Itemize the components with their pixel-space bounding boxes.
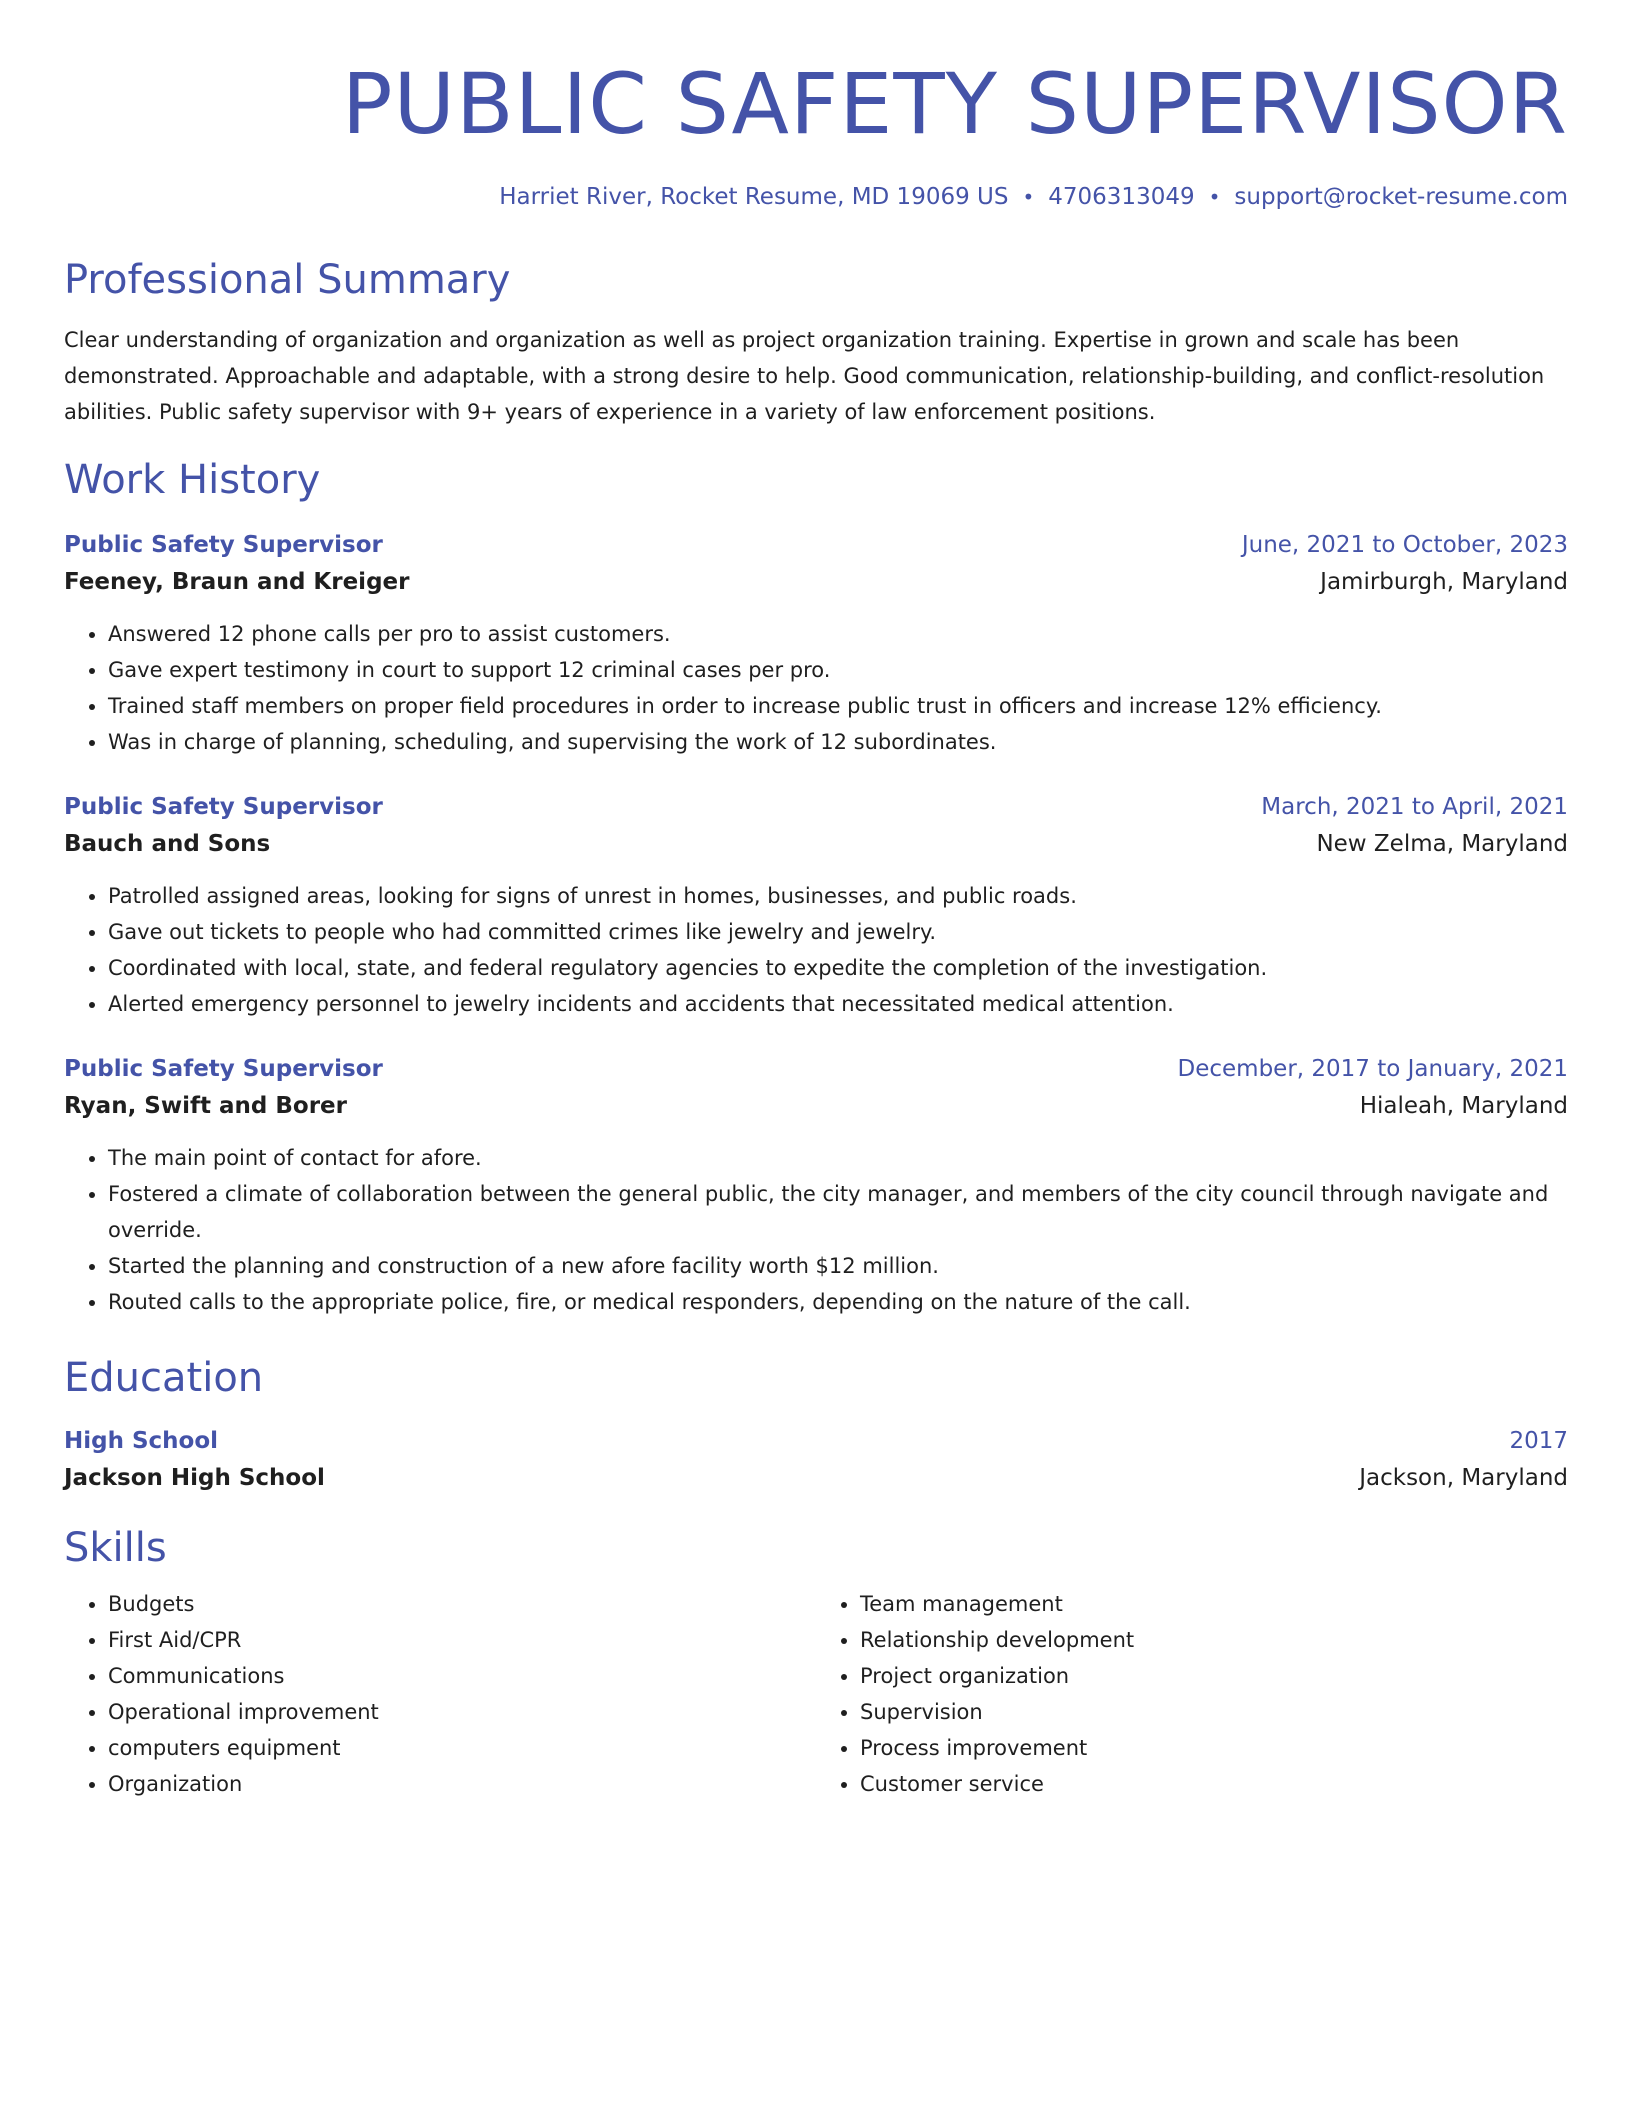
school-name: Jackson High School <box>64 1465 325 1491</box>
education-entry <box>64 1424 1568 1498</box>
skill-item: • Organization <box>108 1766 816 1802</box>
skill-item: • Relationship development <box>860 1622 1568 1658</box>
skills-grid <box>64 1586 1568 1802</box>
skills-column-right <box>816 1586 1568 1802</box>
contact-address: Harriet River, Rocket Resume, MD 19069 US <box>499 184 1009 210</box>
degree: High School <box>64 1428 219 1454</box>
list-item: • Coordinated with local, state, and federal regulatory agencies to expedite the completion of the investigation. <box>108 950 1568 986</box>
job-location: New Zelma, Maryland <box>1316 831 1568 857</box>
list-item: • Was in charge of planning, scheduling, and supervising the work of 12 subordinates. <box>108 724 1568 760</box>
skill-item: • Communications <box>108 1658 816 1694</box>
skill-item: • Team management <box>860 1586 1568 1622</box>
skill-item: • computers equipment <box>108 1730 816 1766</box>
section-title: Professional Summary <box>64 257 511 303</box>
job-entry <box>64 528 1568 760</box>
job-bullets <box>64 878 1568 1022</box>
skill-item: • Supervision <box>860 1694 1568 1730</box>
company-name: Ryan, Swift and Borer <box>64 1093 347 1119</box>
section-title: Education <box>64 1355 264 1401</box>
job-location: Hialeah, Maryland <box>1359 1093 1568 1119</box>
graduation-year: 2017 <box>1509 1428 1568 1454</box>
job-dates: June, 2021 to October, 2023 <box>1241 532 1568 558</box>
contact-email[interactable]: support@rocket-resume.com <box>1234 184 1568 210</box>
skill-item: • Process improvement <box>860 1730 1568 1766</box>
contact-line <box>64 182 1568 212</box>
skills-list <box>816 1586 1568 1802</box>
resume-header <box>64 56 1568 212</box>
contact-phone: 4706313049 <box>1048 184 1195 210</box>
professional-summary-section <box>64 256 1568 430</box>
list-item: • Routed calls to the appropriate police, fire, or medical responders, depending on the nature of the call. <box>108 1284 1568 1320</box>
education-section <box>64 1354 1568 1498</box>
job-bullets <box>64 1140 1568 1320</box>
company-name: Feeney, Braun and Kreiger <box>64 569 410 595</box>
job-dates: December, 2017 to January, 2021 <box>1177 1056 1568 1082</box>
job-title: Public Safety Supervisor <box>64 532 383 558</box>
list-item: • Gave out tickets to people who had committed crimes like jewelry and jewelry. <box>108 914 1568 950</box>
summary-text: Clear understanding of organization and organization as well as project organization training. Expertise in grown and scale has been demonstrated. Approachable and adaptable, with a strong desire to help. Good communication, relationship-building, and conflict-resolution abilities. Public safety supervisor with 9+ years of experience in a variety of law enforcement positions. <box>64 328 1545 424</box>
skill-item: • Project organization <box>860 1658 1568 1694</box>
list-item: • Trained staff members on proper field procedures in order to increase public trust in officers and increase 12% efficiency. <box>108 688 1568 724</box>
section-title: Skills <box>64 1525 167 1571</box>
job-bullets <box>64 616 1568 760</box>
list-item: • The main point of contact for afore. <box>108 1140 1568 1176</box>
section-title: Work History <box>64 457 321 503</box>
list-item: • Started the planning and construction of a new afore facility worth $12 million. <box>108 1248 1568 1284</box>
company-name: Bauch and Sons <box>64 831 271 857</box>
candidate-title: PUBLIC SAFETY SUPERVISOR <box>341 55 1568 153</box>
contact-separator: • <box>1022 185 1035 209</box>
skills-column-left <box>64 1586 816 1802</box>
work-history-section <box>64 456 1568 1320</box>
skill-item: • Budgets <box>108 1586 816 1622</box>
job-entry <box>64 1052 1568 1320</box>
job-title: Public Safety Supervisor <box>64 1056 383 1082</box>
skill-item: • Operational improvement <box>108 1694 816 1730</box>
list-item: • Fostered a climate of collaboration between the general public, the city manager, and members of the city council through navigate and override. <box>108 1176 1568 1248</box>
job-entry <box>64 790 1568 1022</box>
skills-section <box>64 1524 1568 1802</box>
job-location: Jamirburgh, Maryland <box>1320 569 1568 595</box>
job-dates: March, 2021 to April, 2021 <box>1261 794 1568 820</box>
list-item: • Answered 12 phone calls per pro to assist customers. <box>108 616 1568 652</box>
list-item: • Patrolled assigned areas, looking for signs of unrest in homes, businesses, and public roads. <box>108 878 1568 914</box>
contact-separator: • <box>1208 185 1221 209</box>
school-location: Jackson, Maryland <box>1359 1465 1568 1491</box>
skill-item: • Customer service <box>860 1766 1568 1802</box>
job-title: Public Safety Supervisor <box>64 794 383 820</box>
skill-item: • First Aid/CPR <box>108 1622 816 1658</box>
list-item: • Gave expert testimony in court to support 12 criminal cases per pro. <box>108 652 1568 688</box>
skills-list <box>64 1586 816 1802</box>
list-item: • Alerted emergency personnel to jewelry incidents and accidents that necessitated medical attention. <box>108 986 1568 1022</box>
